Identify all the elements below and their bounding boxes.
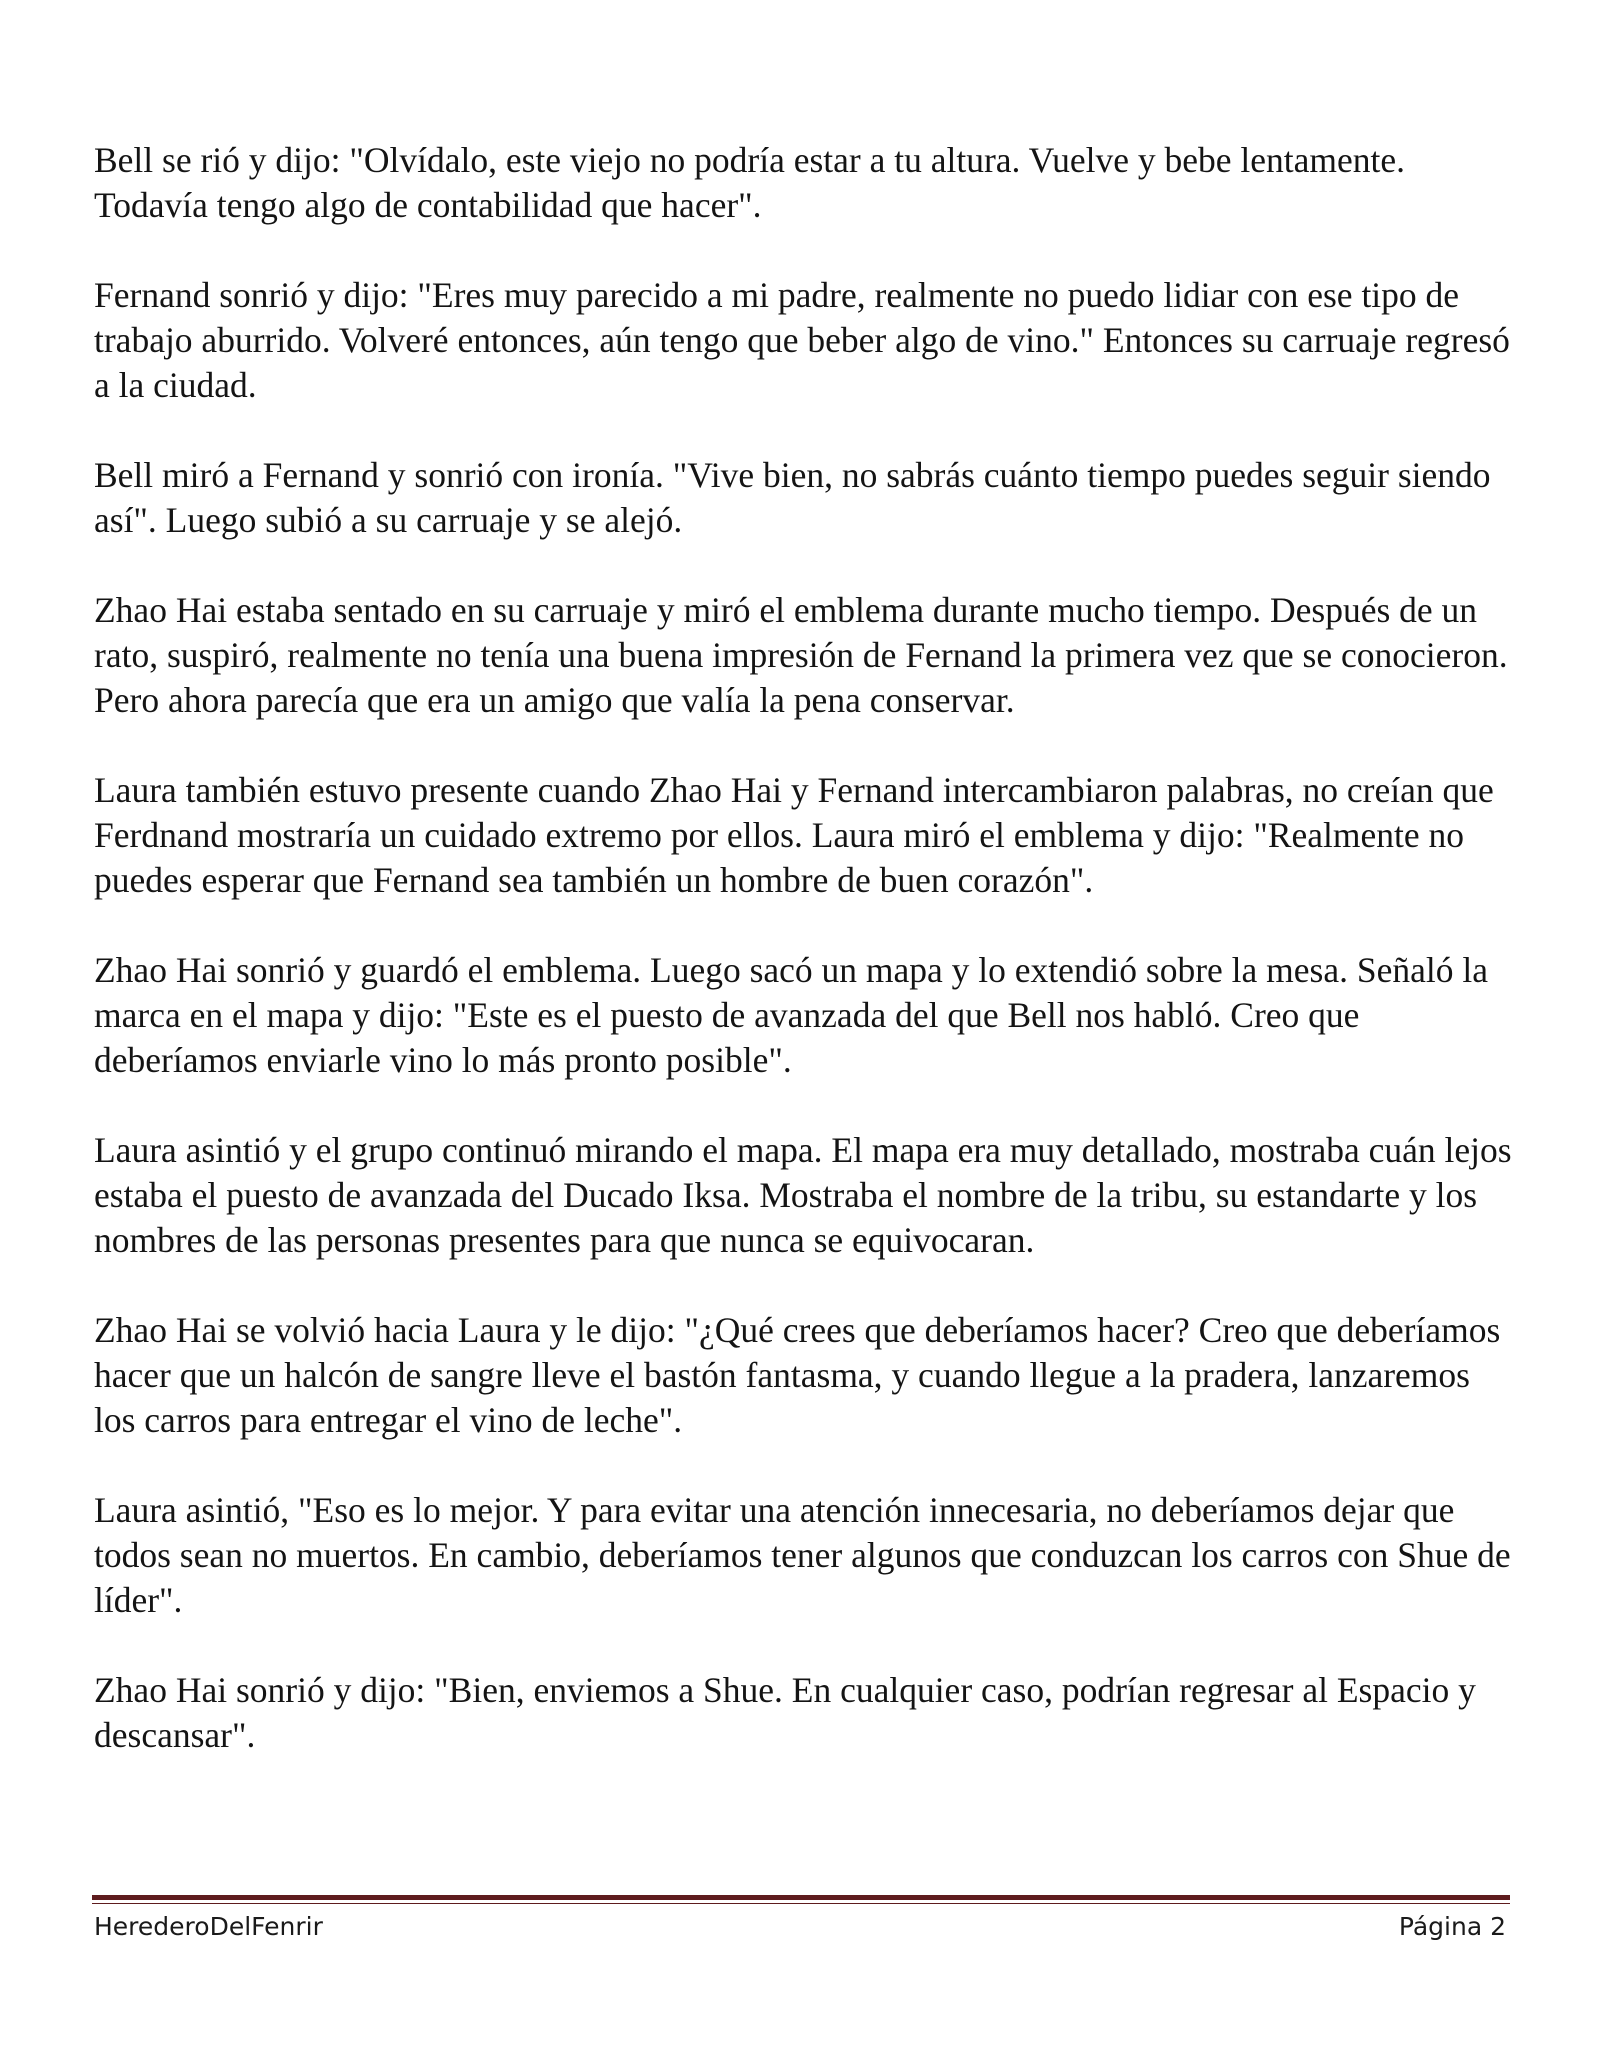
paragraph: Zhao Hai estaba sentado en su carruaje y miró el emblema durante mucho tiempo. Después de un rato, suspiró, realmente no tenía una buena impresión de Fernand la primera vez que se conocieron. Pero ahora parecía que era un amigo que valía la pena conservar. [94, 590, 1508, 720]
footer-rule-thin [92, 1903, 1510, 1904]
paragraph: Bell se rió y dijo: "Olvídalo, este viejo no podría estar a tu altura. Vuelve y bebe lentamente. Todavía tengo algo de contabilidad que hacer". [94, 140, 1406, 225]
paragraph: Fernand sonrió y dijo: "Eres muy parecido a mi padre, realmente no puedo lidiar con ese tipo de trabajo aburrido. Volveré entonces, aún tengo que beber algo de vino." Entonces su carruaje regresó a la ciudad. [94, 275, 1510, 405]
paragraph: Bell miró a Fernand y sonrió con ironía. "Vive bien, no sabrás cuánto tiempo puedes seguir siendo así". Luego subió a su carruaje y se alejó. [94, 455, 1491, 540]
paragraph: Laura asintió, "Eso es lo mejor. Y para evitar una atención innecesaria, no deberíamos dejar que todos sean no muertos. En cambio, deberíamos tener algunos que conduzcan los carros con Shue de líder". [94, 1490, 1511, 1620]
footer-rule-thick [92, 1895, 1510, 1900]
paragraph: Zhao Hai sonrió y dijo: "Bien, enviemos a Shue. En cualquier caso, podrían regresar al Espacio y descansar". [94, 1670, 1476, 1755]
footer-page-number: Página 2 [1398, 1912, 1506, 1941]
paragraph: Laura asintió y el grupo continuó mirando el mapa. El mapa era muy detallado, mostraba cuán lejos estaba el puesto de avanzada del Ducado Iksa. Mostraba el nombre de la tribu, su estandarte y los nombres de las personas presentes para que nunca se equivocaran. [94, 1130, 1512, 1260]
footer-author: HerederoDelFenrir [94, 1912, 323, 1941]
paragraph: Laura también estuvo presente cuando Zhao Hai y Fernand intercambiaron palabras, no creían que Ferdnand mostraría un cuidado extremo por ellos. Laura miró el emblema y dijo: "Realmente no puedes esperar que Fernand sea también un hombre de buen corazón". [94, 770, 1494, 900]
paragraph: Zhao Hai se volvió hacia Laura y le dijo: "¿Qué crees que deberíamos hacer? Creo que deberíamos hacer que un halcón de sangre lleve el bastón fantasma, y cuando llegue a la pradera, lanzaremos los carros para entregar el vino de leche". [94, 1310, 1501, 1440]
body-text [94, 138, 1514, 1758]
paragraph: Zhao Hai sonrió y guardó el emblema. Luego sacó un mapa y lo extendió sobre la mesa. Señaló la marca en el mapa y dijo: "Este es el puesto de avanzada del que Bell nos habló. Creo que deberíamos enviarle vino lo más pronto posible". [94, 950, 1488, 1080]
